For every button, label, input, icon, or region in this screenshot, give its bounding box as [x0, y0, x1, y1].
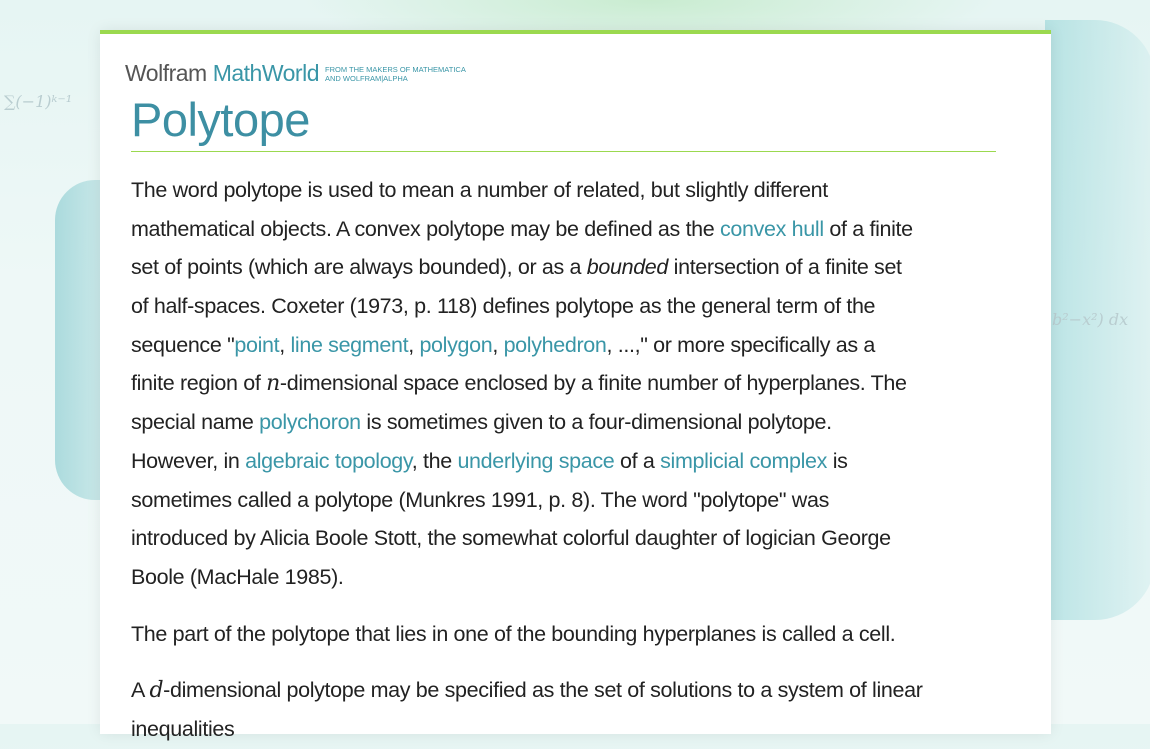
text-segment: The part of the polytope that lies in one of the bounding hyperplanes is called a cell.: [131, 621, 896, 646]
link-algebraic-topology[interactable]: algebraic topology: [245, 448, 412, 473]
link-underlying-space[interactable]: underlying space: [457, 448, 615, 473]
text-segment: -dimensional space enclosed by a finite number of hyperplanes. The: [279, 371, 907, 396]
tagline-line2: AND WOLFRAM|ALPHA: [324, 73, 408, 83]
article-body: [131, 171, 1011, 749]
link-point[interactable]: point: [234, 332, 280, 357]
text-segment: mathematical objects. A convex polytope may be defined as the: [131, 216, 721, 241]
article-card: [100, 30, 1051, 741]
text-segment: of a finite: [823, 216, 913, 241]
text-segment: sometimes called a polytope (Munkres 1991, p. 8). The word "polytope" was: [131, 487, 829, 512]
text-line: [131, 671, 1011, 710]
text-segment: inequalities: [131, 716, 235, 741]
text-segment: Boole (MacHale 1985).: [131, 564, 344, 589]
text-line: [131, 210, 1011, 249]
text-line: [131, 171, 1011, 210]
background-math: b²−x²) dx: [1052, 310, 1129, 329]
math-variable: d: [149, 678, 164, 704]
text-segment: is: [827, 448, 848, 473]
paragraph-gap: [131, 597, 1011, 615]
link-simplicial-complex[interactable]: simplicial complex: [660, 448, 828, 473]
text-line: [131, 364, 1011, 403]
text-line: [131, 481, 1011, 520]
title-divider: [131, 151, 996, 152]
text-segment: ,: [492, 332, 504, 357]
text-segment: set of points (which are always bounded), or as a: [131, 255, 587, 280]
page-title: Polytope: [131, 93, 310, 146]
paragraph: [131, 615, 1011, 654]
text-segment: , ...," or more specifically as a: [606, 332, 875, 357]
text-line: [131, 287, 1011, 326]
text-segment: ,: [408, 332, 420, 357]
text-segment: sequence ": [131, 332, 235, 357]
text-segment: finite region of: [131, 371, 267, 396]
link-convex-hull[interactable]: convex hull: [720, 216, 824, 241]
text-segment: is sometimes given to a four-dimensional polytope.: [360, 410, 832, 435]
text-segment: ,: [279, 332, 291, 357]
math-variable: n: [266, 371, 280, 397]
paragraph: [131, 171, 1011, 597]
text-line: [131, 519, 1011, 558]
text-segment: introduced by Alicia Boole Stott, the somewhat colorful daughter of logician George: [131, 526, 891, 551]
text-segment: -dimensional polytope may be specified as the set of solutions to a system of linear: [163, 678, 923, 703]
text-segment: , the: [411, 448, 458, 473]
text-line: [131, 442, 1011, 481]
logo-mathworld: MathWorld: [212, 60, 319, 86]
text-line: [131, 403, 1011, 442]
text-line: [131, 615, 1011, 654]
text-segment: intersection of a finite set: [668, 255, 902, 280]
emphasis-text: bounded: [586, 255, 669, 280]
background-math: ∑(−1)ᵏ⁻¹: [4, 92, 73, 111]
text-line: [131, 248, 1011, 287]
text-segment: The word polytope is used to mean a number of related, but slightly different: [131, 178, 828, 202]
link-polyhedron[interactable]: polyhedron: [503, 332, 607, 357]
paragraph: [131, 671, 1011, 748]
paragraph-gap: [131, 653, 1011, 671]
mathworld-logo[interactable]: [125, 60, 466, 87]
logo-wolfram: Wolfram: [125, 60, 207, 86]
logo-tagline: [325, 65, 466, 83]
text-line: [131, 558, 1011, 597]
text-segment: of a: [614, 448, 661, 473]
text-segment: A: [131, 678, 150, 703]
text-line: [131, 710, 1011, 749]
link-line-segment[interactable]: line segment: [290, 332, 409, 357]
text-segment: of half-spaces. Coxeter (1973, p. 118) defines polytope as the general term of the: [131, 294, 876, 319]
tagline-line1: FROM THE MAKERS OF MATHEMATICA: [324, 64, 466, 74]
link-polygon[interactable]: polygon: [419, 332, 493, 357]
text-segment: special name: [131, 410, 260, 435]
link-polychoron[interactable]: polychoron: [259, 410, 361, 435]
text-line: [131, 326, 1011, 365]
text-segment: However, in: [131, 448, 246, 473]
